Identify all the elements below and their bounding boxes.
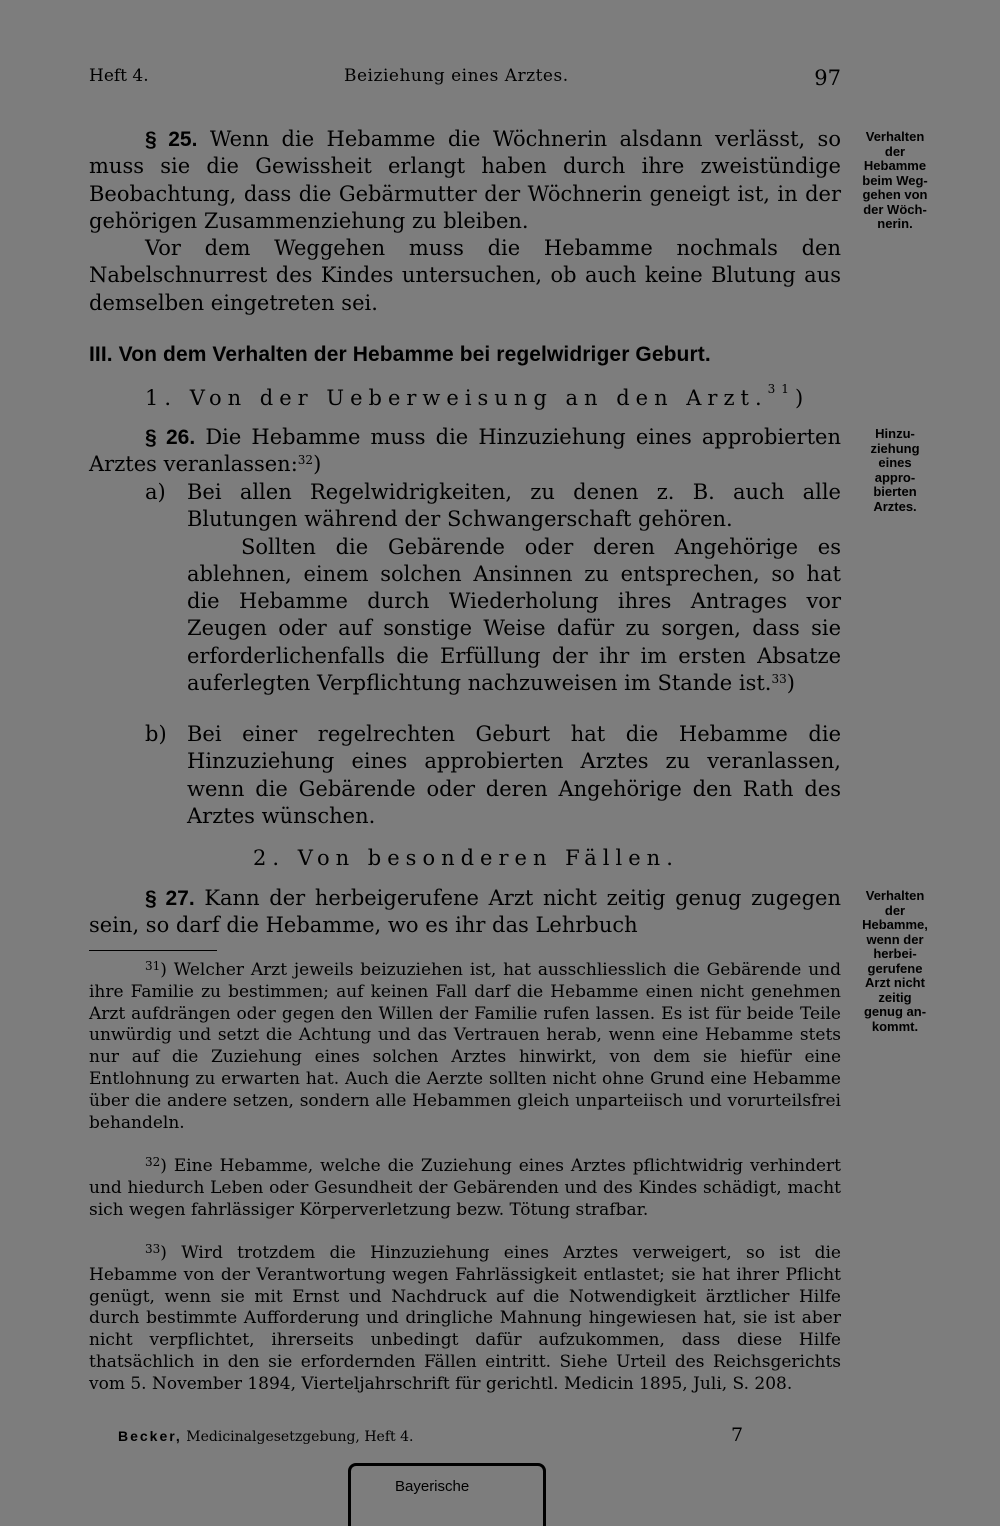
- margin-note-1: [845, 130, 945, 232]
- s25-paragraph-2: Vor dem Weggehen muss die Hebamme nochmals den Nabelschnurrest des Kindes untersuchen, ob auch keine Blutung aus demselben eingetreten sei.: [89, 236, 841, 315]
- s25-text-1: Wenn die Hebamme die Wöchnerin alsdann verlässt, so muss sie die Gewissheit erlangt haben durch ihre zweistündige Beobachtung, dass die Gebärmutter der Wöchnerin geneigt ist, in der gehörigen Zusammenziehung zu bleiben.: [89, 127, 841, 233]
- footer-series: Medicinalgesetzgebung, Heft 4.: [186, 1429, 414, 1445]
- s25-symbol: § 25.: [145, 128, 198, 151]
- footnote-33: $^{33}$) Wird trotzdem die Hinzuziehung eines Arztes verweigert, so ist die Hebamme von der Verantwortung wegen Fahrlässigkeit entlastet; sie hat ihrer Pflicht genügt, wenn sie mit Ernst und Nachdruck auf die Notwendigkeit ärztlicher Hilfe durch bestimmte Aufforderung und dringliche Mahnung hingewiesen hat, sie ist aber nicht verpflichtet, ihrerseits unbedingt dafür aufzukommen, dass diese Hilfe thatsächlich in den sie erfordernden Fällen eintritt. Siehe Urteil des Reichsgerichts vom 5. November 1894, Vierteljahrschrift für gerichtl. Medicin 1895, Juli, S. 208.: [89, 1242, 841, 1394]
- margin-note-1-line: nerin.: [877, 216, 913, 231]
- margin-note-1-line: der Wöch-: [863, 201, 927, 217]
- s26-item-a: [89, 479, 841, 697]
- subheading-1-text: 1. Von der Ueberweisung an den Arzt.: [145, 386, 768, 410]
- margin-note-3-line: wenn der: [866, 931, 924, 947]
- s26-close: ): [313, 452, 322, 477]
- footnote-31-number: 31: [145, 959, 161, 973]
- item-a-text: Bei allen Regelwidrigkeiten, zu denen z. B. auch alle Blutungen während der Schwangerschaft gehören.: [187, 480, 841, 532]
- margin-note-3-line: gerufene: [867, 960, 923, 976]
- footnote-rule: [89, 950, 217, 951]
- header-issue: Heft 4.: [89, 66, 149, 86]
- margin-note-1-line: Hebamme: [863, 158, 927, 173]
- margin-note-1-line: der: [884, 143, 906, 159]
- margin-note-1-line: beim Weg-: [862, 172, 928, 188]
- signature-mark: 7: [731, 1424, 744, 1446]
- subheading-1: [145, 382, 810, 410]
- s27-paragraph: [89, 885, 841, 940]
- section-title: III. Von dem Verhalten der Hebamme bei regelwidriger Geburt.: [89, 343, 711, 366]
- footnote-31: $^{31}$) Welcher Arzt jeweils beizuziehen ist, hat ausschliesslich die Gebärende und ihre Familie zu bestimmen; auf keinen Fall darf die Hebamme einen nicht genehmen Arzt aufdrängen oder gegen den Willen der Familie rufen lassen. Es ist für beide Teile unwürdig und setzt die Achtung und das Vertrauen herab, wenn eine Hebamme stets nur auf die Zuziehung eines solchen Arztes hinwirkt, von dem sie hiefür eine Entlohnung zu erwarten hat. Auch die Aerzte sollten nicht ohne Grund eine Hebamme über die andere setzen, sondern alle Hebammen gleich unparteiisch und vorurteilsfrei behandeln.: [89, 959, 841, 1133]
- stamp-text: Bayerische: [395, 1478, 470, 1495]
- footnote-ref-32: 32: [297, 453, 314, 468]
- item-b-label: b): [145, 722, 167, 746]
- margin-note-3-line: herbei-: [873, 946, 917, 961]
- s26-item-b: [89, 721, 841, 830]
- library-stamp: [348, 1463, 546, 1526]
- footnote-33-number: 33: [145, 1242, 161, 1256]
- margin-note-1-line: Verhalten: [865, 129, 925, 144]
- margin-note-3-line: der: [884, 902, 906, 918]
- s27-text: Kann der herbeigerufene Arzt nicht zeitig genug zugegen sein, so darf die Hebamme, wo es ihr das Lehrbuch: [89, 886, 841, 938]
- margin-note-2-line: ziehung: [870, 440, 920, 456]
- margin-note-2-line: eines: [878, 455, 912, 470]
- s27-symbol: § 27.: [145, 887, 195, 910]
- margin-note-3: [845, 889, 945, 1034]
- margin-note-2-line: appro-: [874, 469, 916, 485]
- item-a-text-2: Sollten die Gebärende oder deren Angehörige es ablehnen, einem solchen Ansinnen zu entsprechen, so hat die Hebamme durch Wiederholung ihres Antrages vor Zeugen oder auf sonstige Weise dafür zu sorgen, dass sie erforderlichenfalls die Erfüllung der ihr im ersten Absatze auferlegten Verpflichtung nachzuweisen im Stande ist.$^{33}$): [187, 534, 841, 696]
- margin-note-3-line: Arzt nicht: [865, 975, 925, 990]
- margin-note-3-line: kommt.: [871, 1018, 919, 1034]
- page-number: 97: [814, 66, 841, 90]
- header-title: Beiziehung eines Arztes.: [344, 66, 569, 86]
- margin-note-2-line: Hinzu-: [875, 426, 915, 441]
- footnote-32-text: Eine Hebamme, welche die Zuziehung eines Arztes pflichtwidrig verhindert und hiedurch Leben oder Gesundheit der Gebärenden und des Kindes schädigt, macht sich wegen fahrlässiger Körperverletzung bezw. Tötung strafbar.: [89, 1156, 841, 1220]
- footnote-32: $^{32}$) Eine Hebamme, welche die Zuziehung eines Arztes pflichtwidrig verhindert und hiedurch Leben oder Gesundheit der Gebärenden und des Kindes schädigt, macht sich wegen fahrlässiger Körperverletzung bezw. Tötung strafbar.: [89, 1155, 841, 1220]
- s26-symbol: § 26.: [145, 426, 196, 449]
- item-b-text: Bei einer regelrechten Geburt hat die Hebamme die Hinzuziehung eines approbierten Arztes zu veranlassen, wenn die Gebärende oder deren Angehörige den Rath des Arztes wünschen.: [187, 722, 841, 828]
- footnote-31-text: Welcher Arzt jeweils beizuziehen ist, hat ausschliesslich die Gebärende und ihre Familie zu bestimmen; auf keinen Fall darf die Hebamme einen nicht genehmen Arzt aufdrängen oder gegen den Willen der Familie rufen lassen. Es ist für beide Teile unwürdig und setzt die Achtung und das Vertrauen herab, wenn eine Hebamme stets nur auf die Zuziehung eines solchen Arztes hinwirkt, von dem sie hiefür eine Entlohnung zu erwarten hat. Auch die Aerzte sollten nicht ohne Grund eine Hebamme über die andere setzen, sondern alle Hebammen gleich unparteiisch und vorurteilsfrei behandeln.: [89, 960, 841, 1133]
- section-27: [89, 885, 841, 940]
- margin-note-3-line: zeitig: [878, 989, 912, 1005]
- subheading-1-close: ): [794, 386, 810, 410]
- page-footer: [118, 1428, 413, 1445]
- subheading-2: 2. Von besonderen Fällen.: [253, 846, 679, 870]
- s25-paragraph-1: [89, 126, 841, 235]
- section-25: [89, 126, 841, 317]
- section-26: [89, 424, 841, 479]
- footnote-ref-31: 31: [767, 382, 795, 396]
- footnote-32-number: 32: [145, 1155, 161, 1169]
- margin-note-2-line: bierten: [873, 484, 917, 499]
- margin-note-2-line: Arztes.: [873, 498, 917, 514]
- footer-author: Becker,: [118, 1428, 182, 1444]
- running-header: [89, 66, 841, 96]
- margin-note-3-line: Hebamme,: [862, 917, 928, 932]
- margin-note-3-line: Verhalten: [865, 888, 925, 903]
- s26-intro: [89, 424, 841, 479]
- footnote-33-text: Wird trotzdem die Hinzuziehung eines Arztes verweigert, so ist die Hebamme von der Verantwortung wegen Fahrlässigkeit entlastet; sie hat ihrer Pflicht genügt, wenn sie mit Ernst und Nachdruck auf die Notwendigkeit ärztlicher Hilfe durch bestimmte Aufforderung und dringliche Mahnung hingewiesen hat, sie ist aber nicht verpflichtet, ihrerseits unbedingt dafür aufzukommen, dass diese Hilfe thatsächlich in den sie erfordernden Fällen eintritt. Siehe Urteil des Reichsgerichts vom 5. November 1894, Vierteljahrschrift für gerichtl. Medicin 1895, Juli, S. 208.: [89, 1243, 841, 1394]
- s26-text: Die Hebamme muss die Hinzuziehung eines approbierten Arztes veranlassen:: [89, 425, 841, 477]
- margin-note-3-line: genug an-: [863, 1004, 927, 1019]
- margin-note-2: [845, 427, 945, 514]
- margin-note-1-line: gehen von: [862, 187, 928, 202]
- footnote-ref-33: 33: [771, 672, 787, 687]
- item-a-label: a): [145, 480, 166, 504]
- item-a-text-2-body: Sollten die Gebärende oder deren Angehörige es ablehnen, einem solchen Ansinnen zu entsprechen, so hat die Hebamme durch Wiederholung ihres Antrages vor Zeugen oder auf sonstige Weise dafür zu sorgen, dass sie erforderlichenfalls die Erfüllung der ihr im ersten Absatze auferlegten Verpflichtung nachzuweisen im Stande ist.: [187, 534, 841, 696]
